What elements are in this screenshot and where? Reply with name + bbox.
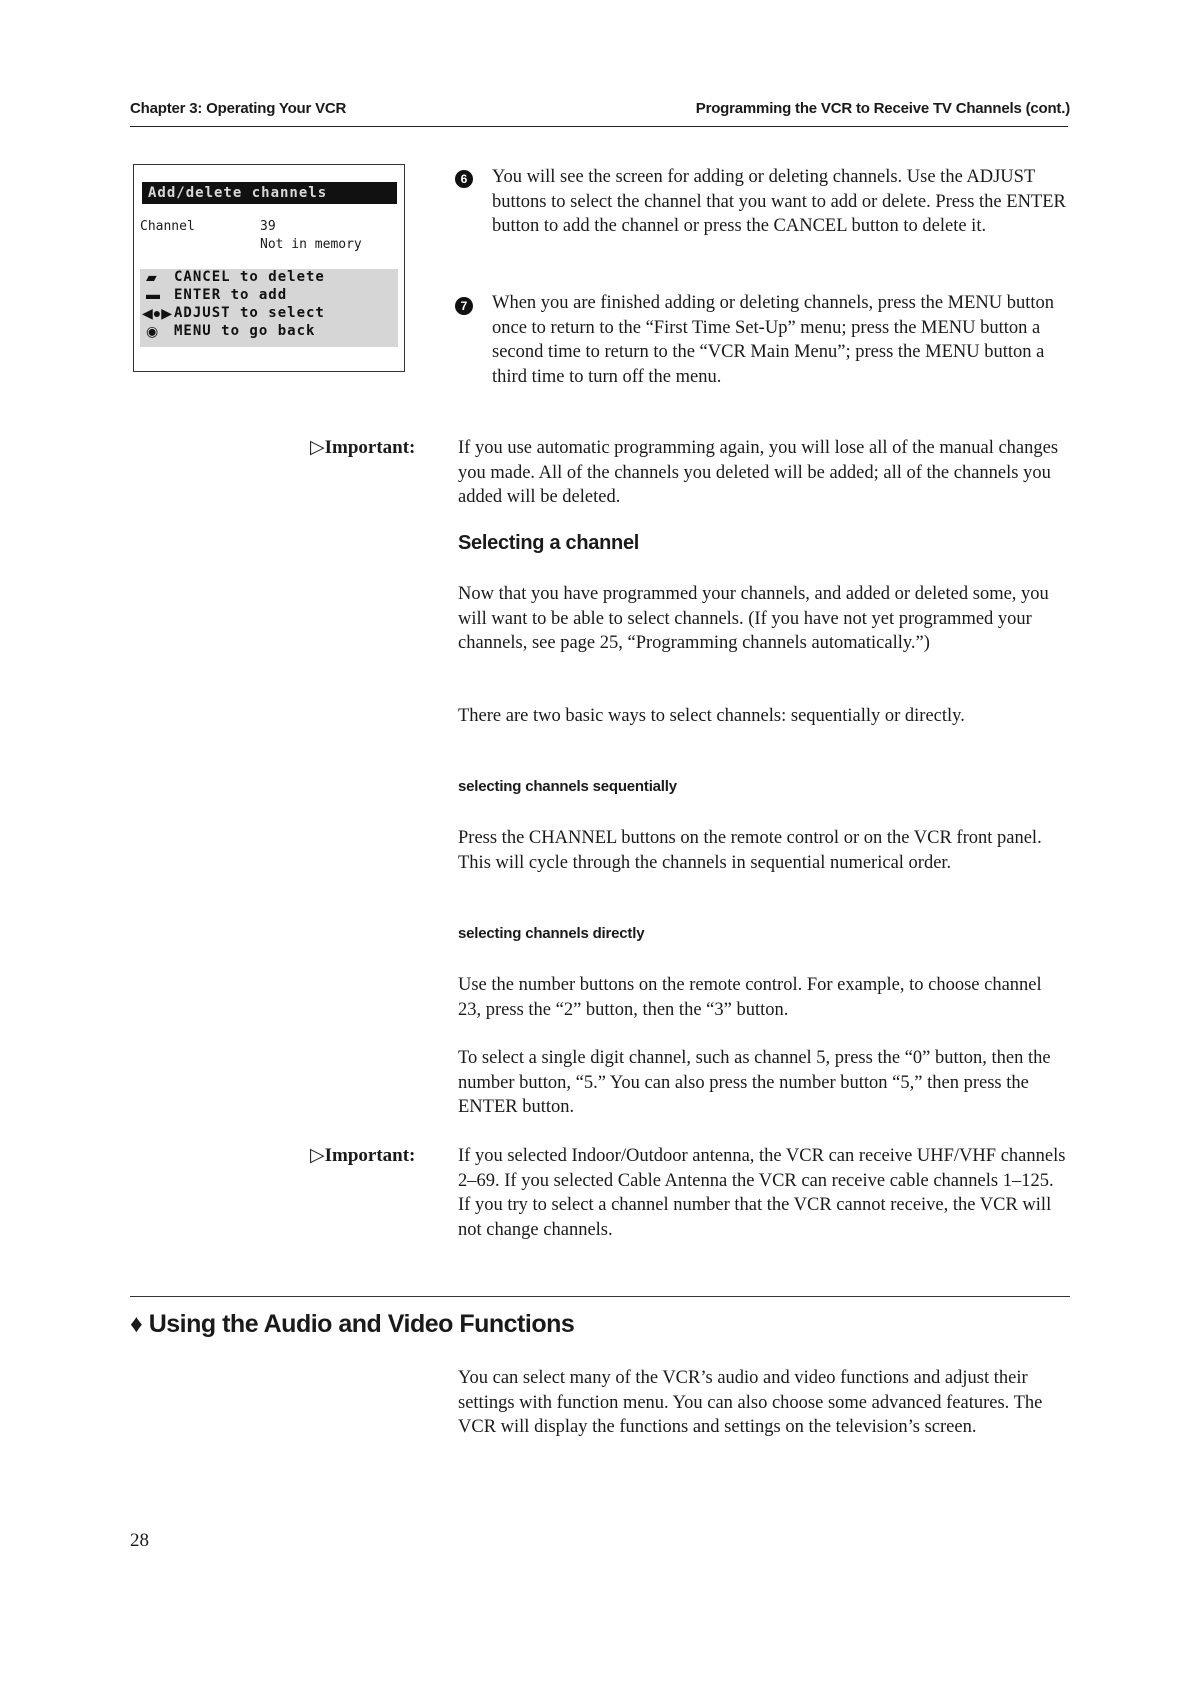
- menu-line-adjust: ADJUST to select: [174, 305, 325, 321]
- sequential-text: Press the CHANNEL buttons on the remote control or on the VCR front panel. This will cycle through the channels in sequential numerical order.: [458, 828, 1042, 873]
- sequential-subheading: selecting channels sequentially: [458, 778, 677, 795]
- direct-text-2: To select a single digit channel, such as channel 5, press the “0” button, then the number button, “5.” You can also press the number button “5,” then press the ENTER button.: [458, 1048, 1051, 1117]
- channel-status: Not in memory: [260, 237, 362, 252]
- important-text-1: If you use automatic programming again, you will lose all of the manual changes you made. All of the channels you deleted will be added; all of the channels you added will be deleted.: [458, 438, 1059, 507]
- menu-line-cancel: CANCEL to delete: [174, 269, 325, 285]
- enter-key-icon: ▬: [146, 288, 160, 303]
- diamond-bullet-icon: ♦: [130, 1310, 143, 1338]
- channel-label: Channel: [140, 219, 195, 234]
- section-header: Programming the VCR to Receive TV Channels (cont.): [695, 100, 1070, 117]
- menu-key-icon: ◉: [146, 325, 159, 340]
- channel-value: 39: [260, 219, 276, 234]
- step-6-number: 6: [455, 170, 473, 188]
- tv-screen-illustration: [133, 164, 405, 372]
- step-6-text: You will see the screen for adding or deleting channels. Use the ADJUST buttons to select the channel that you want to add or delete. Press the ENTER button to add the channel or press the CANCEL button to delete it.: [492, 167, 1066, 236]
- selecting-para-2: There are two basic ways to select channels: sequentially or directly.: [458, 706, 965, 726]
- step-7-text: When you are finished adding or deleting channels, press the MENU button once to return to the “First Time Set-Up” menu; press the MENU button a second time to return to the “VCR Main Menu”; press the MENU button a third time to turn off the menu.: [492, 293, 1055, 387]
- audio-video-heading-row: [130, 1310, 690, 1339]
- selecting-para-1: Now that you have programmed your channels, and added or deleted some, you will want to be able to select channels. (If you have not yet programmed your channels, see page 25, “Programming channels automatically.”): [458, 584, 1049, 653]
- adjust-arrows-icon: ◀●▶: [142, 307, 172, 322]
- page-number: 28: [130, 1530, 149, 1551]
- section-separator: [130, 1296, 1070, 1297]
- chapter-header: Chapter 3: Operating Your VCR: [130, 100, 347, 117]
- important-label-2: ▷Important:: [310, 1145, 416, 1166]
- cancel-key-icon: ▰: [146, 271, 157, 286]
- menu-line-enter: ENTER to add: [174, 287, 288, 303]
- header-rule: [130, 126, 1068, 127]
- screen-title: Add/delete channels: [142, 182, 397, 204]
- step-7-number: 7: [455, 297, 473, 315]
- screen-menu-options: [140, 269, 398, 347]
- audio-video-heading: Using the Audio and Video Functions: [148, 1310, 575, 1338]
- direct-subheading: selecting channels directly: [458, 925, 645, 942]
- selecting-channel-heading: Selecting a channel: [458, 532, 640, 554]
- important-label-1: ▷Important:: [310, 437, 416, 458]
- important-text-2: If you selected Indoor/Outdoor antenna, the VCR can receive UHF/VHF channels 2–69. If you selected Cable Antenna the VCR can receive cable channels 1–125. If you try to select a channel number that the VCR cannot receive, the VCR will not change channels.: [458, 1146, 1066, 1240]
- menu-line-menu: MENU to go back: [174, 323, 316, 339]
- audio-video-text: You can select many of the VCR’s audio and video functions and adjust their settings with function menu. You can also choose some advanced features. The VCR will display the functions and settings on the television’s screen.: [458, 1368, 1043, 1437]
- direct-text-1: Use the number buttons on the remote control. For example, to choose channel 23, press the “2” button, then the “3” button.: [458, 975, 1042, 1020]
